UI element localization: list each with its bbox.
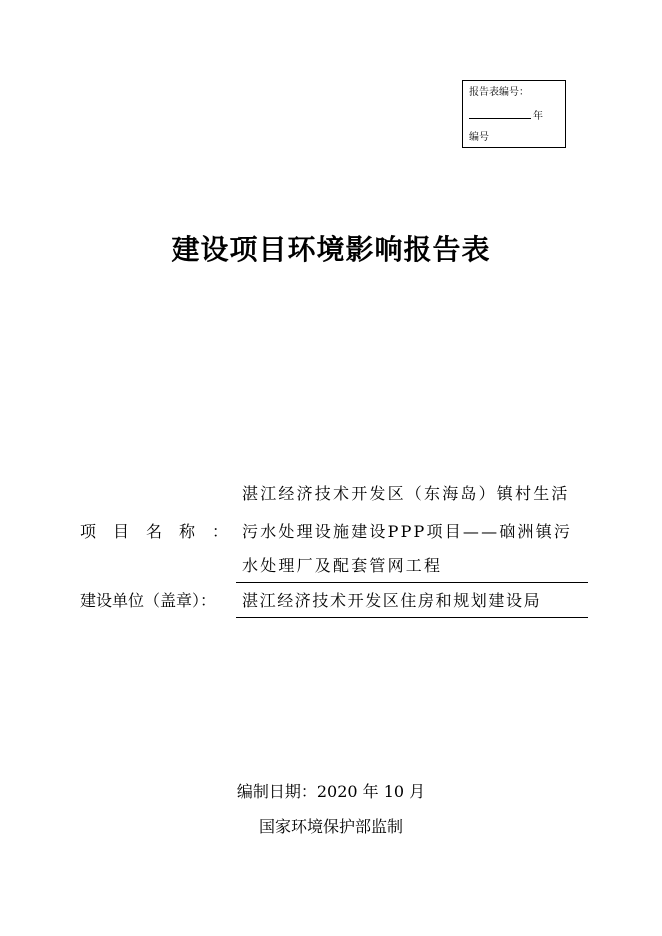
report-number-box	[462, 80, 566, 148]
project-name-line-3: 水处理厂及配套管网工程	[242, 556, 443, 575]
report-serial-label: 编号	[469, 132, 489, 143]
supervising-org: 国家环境保护部监制	[258, 817, 403, 836]
project-name-line-1: 湛江经济技术开发区（东海岛）镇村生活	[242, 484, 570, 503]
construction-unit-value: 湛江经济技术开发区住房和规划建设局	[242, 591, 542, 610]
project-name-label-char: 称	[179, 522, 196, 541]
project-name-label	[80, 522, 230, 542]
report-year-suffix: 年	[533, 111, 543, 122]
project-name-label-char: 名	[146, 522, 163, 541]
document-title: 建设项目环境影响报告表	[171, 233, 491, 266]
construction-unit-underline	[236, 617, 588, 618]
compile-date: 编制日期：2020 年 10 月	[236, 782, 426, 801]
report-year-line	[469, 108, 543, 123]
report-year-blank	[469, 108, 531, 119]
project-name-underline	[236, 582, 588, 583]
construction-unit-label: 建设单位（盖章）：	[80, 591, 217, 610]
project-name-label-char: ：	[212, 522, 229, 541]
project-name-label-char: 项	[80, 522, 97, 541]
project-name-line-2: 污水处理设施建设PPP项目——硇洲镇污	[242, 522, 573, 541]
project-name-label-char: 目	[113, 522, 130, 541]
report-number-label: 报告表编号：	[469, 87, 529, 98]
